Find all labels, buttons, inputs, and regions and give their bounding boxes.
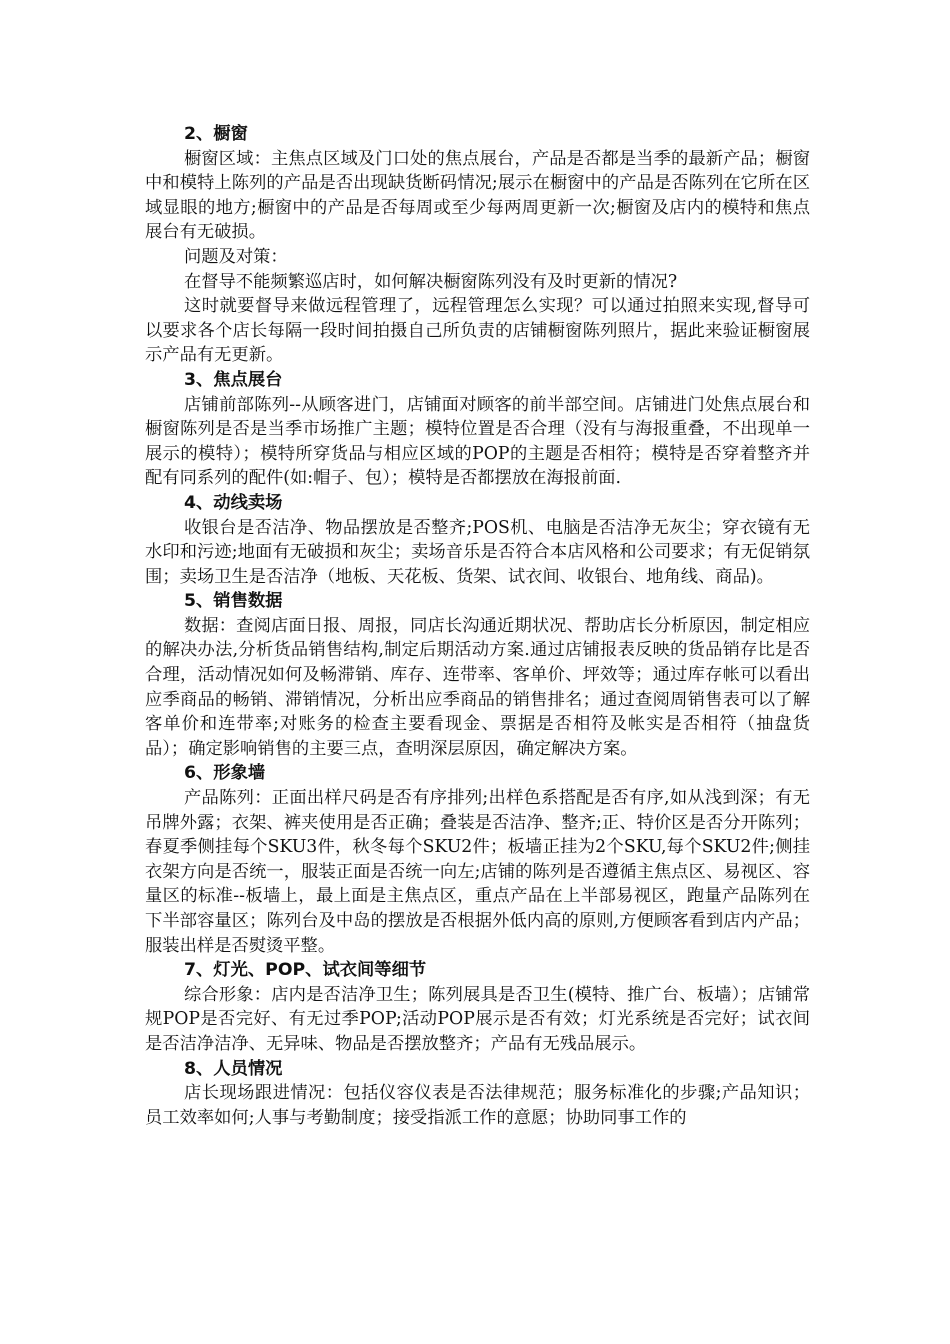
section-heading: 4、动线卖场 <box>184 492 283 513</box>
paragraph: 橱窗区域：主焦点区域及门口处的焦点展台，产品是否都是当季的最新产品；橱窗中和模特上陈列的产品是否出现缺货断码情况;展示在橱窗中的产品是否陈列在它所在区域显眼的地方;橱窗中的产品是否每周或至少每两周更新一次;橱窗及店内的模特和焦点展台有无破损。 <box>145 148 810 243</box>
paragraph: 数据：查阅店面日报、周报，同店长沟通近期状况、帮助店长分析原因，制定相应的解决办法,分析货品销售结构,制定后期活动方案.通过店铺报表反映的货品销存比是否合理，活动情况如何及畅滞销、库存、连带率、客单价、坪效等；通过库存帐可以看出应季商品的畅销、滞销情况，分析出应季商品的销售排名；通过查阅周销售表可以了解客单价和连带率;对账务的检查主要看现金、票据是否相符及帐实是否相符（抽盘货品）；确定影响销售的主要三点，查明深层原因，确定解决方案。 <box>145 615 810 759</box>
section-floor-flow <box>145 491 810 589</box>
section-window <box>145 122 810 368</box>
section-heading: 6、形象墙 <box>184 763 266 784</box>
paragraph: 产品陈列：正面出样尺码是否有序排列;出样色系搭配是否有序,如从浅到深；有无吊牌外露；衣架、裤夹使用是否正确；叠装是否洁净、整齐;正、特价区是否分开陈列；春夏季侧挂每个SKU3件，秋冬每个SKU2件；板墙正挂为2个SKU,每个SKU2件;侧挂衣架方向是否统一，服装正面是否统一向左;店铺的陈列是否遵循主焦点区、易视区、容量区的标准--板墙上，最上面是主焦点区，重点产品在上半部易视区，跑量产品陈列在下半部容量区；陈列台及中岛的摆放是否根据外低内高的原则,方便顾客看到店内产品；服装出样是否熨烫平整。 <box>145 788 810 956</box>
section-heading: 5、销售数据 <box>184 591 283 612</box>
section-heading: 2、橱窗 <box>184 124 248 144</box>
section-sales-data <box>145 589 810 761</box>
paragraph: 在督导不能频繁巡店时，如何解决橱窗陈列没有及时更新的情况? <box>184 271 678 292</box>
paragraph: 这时就要督导来做远程管理了，远程管理怎么实现？可以通过拍照来实现,督导可以要求各个店长每隔一段时间拍摄自己所负责的店铺橱窗陈列照片，据此来验证橱窗展示产品有无更新。 <box>145 296 810 366</box>
paragraph: 收银台是否洁净、物品摆放是否整齐;POS机、电脑是否洁净无灰尘；穿衣镜有无水印和污迹;地面有无破损和灰尘；卖场音乐是否符合本店风格和公司要求；有无促销氛围；卖场卫生是否洁净（地板、天花板、货架、试衣间、收银台、地角线、商品)。 <box>145 517 810 587</box>
section-image-wall <box>145 761 810 958</box>
section-heading: 3、焦点展台 <box>184 369 283 390</box>
paragraph: 店长现场跟进情况：包括仪容仪表是否法律规范；服务标准化的步骤;产品知识；员工效率如何;人事与考勤制度；接受指派工作的意愿；协助同事工作的 <box>145 1083 810 1128</box>
section-heading: 7、灯光、POP、试衣间等细节 <box>184 960 427 981</box>
section-staff <box>145 1057 810 1131</box>
section-lighting-details <box>145 958 810 1056</box>
paragraph: 问题及对策： <box>184 246 288 267</box>
section-heading: 8、人员情况 <box>184 1058 283 1079</box>
document-page <box>145 122 810 1130</box>
section-focus-display <box>145 368 810 491</box>
paragraph: 综合形象：店内是否洁净卫生；陈列展具是否卫生(模特、推广台、板墙）；店铺常规POP是否完好、有无过季POP;活动POP展示是否有效；灯光系统是否完好；试衣间是否洁净洁净、无异味、物品是否摆放整齐；产品有无残品展示。 <box>145 984 810 1054</box>
paragraph: 店铺前部陈列--从顾客进门，店铺面对顾客的前半部空间。店铺进门处焦点展台和橱窗陈列是否是当季市场推广主题；模特位置是否合理（没有与海报重叠，不出现单一展示的模特）；模特所穿货品与相应区域的POP的主题是否相符；模特是否穿着整齐并配有同系列的配件(如:帽子、包）；模特是否都摆放在海报前面. <box>145 394 810 489</box>
